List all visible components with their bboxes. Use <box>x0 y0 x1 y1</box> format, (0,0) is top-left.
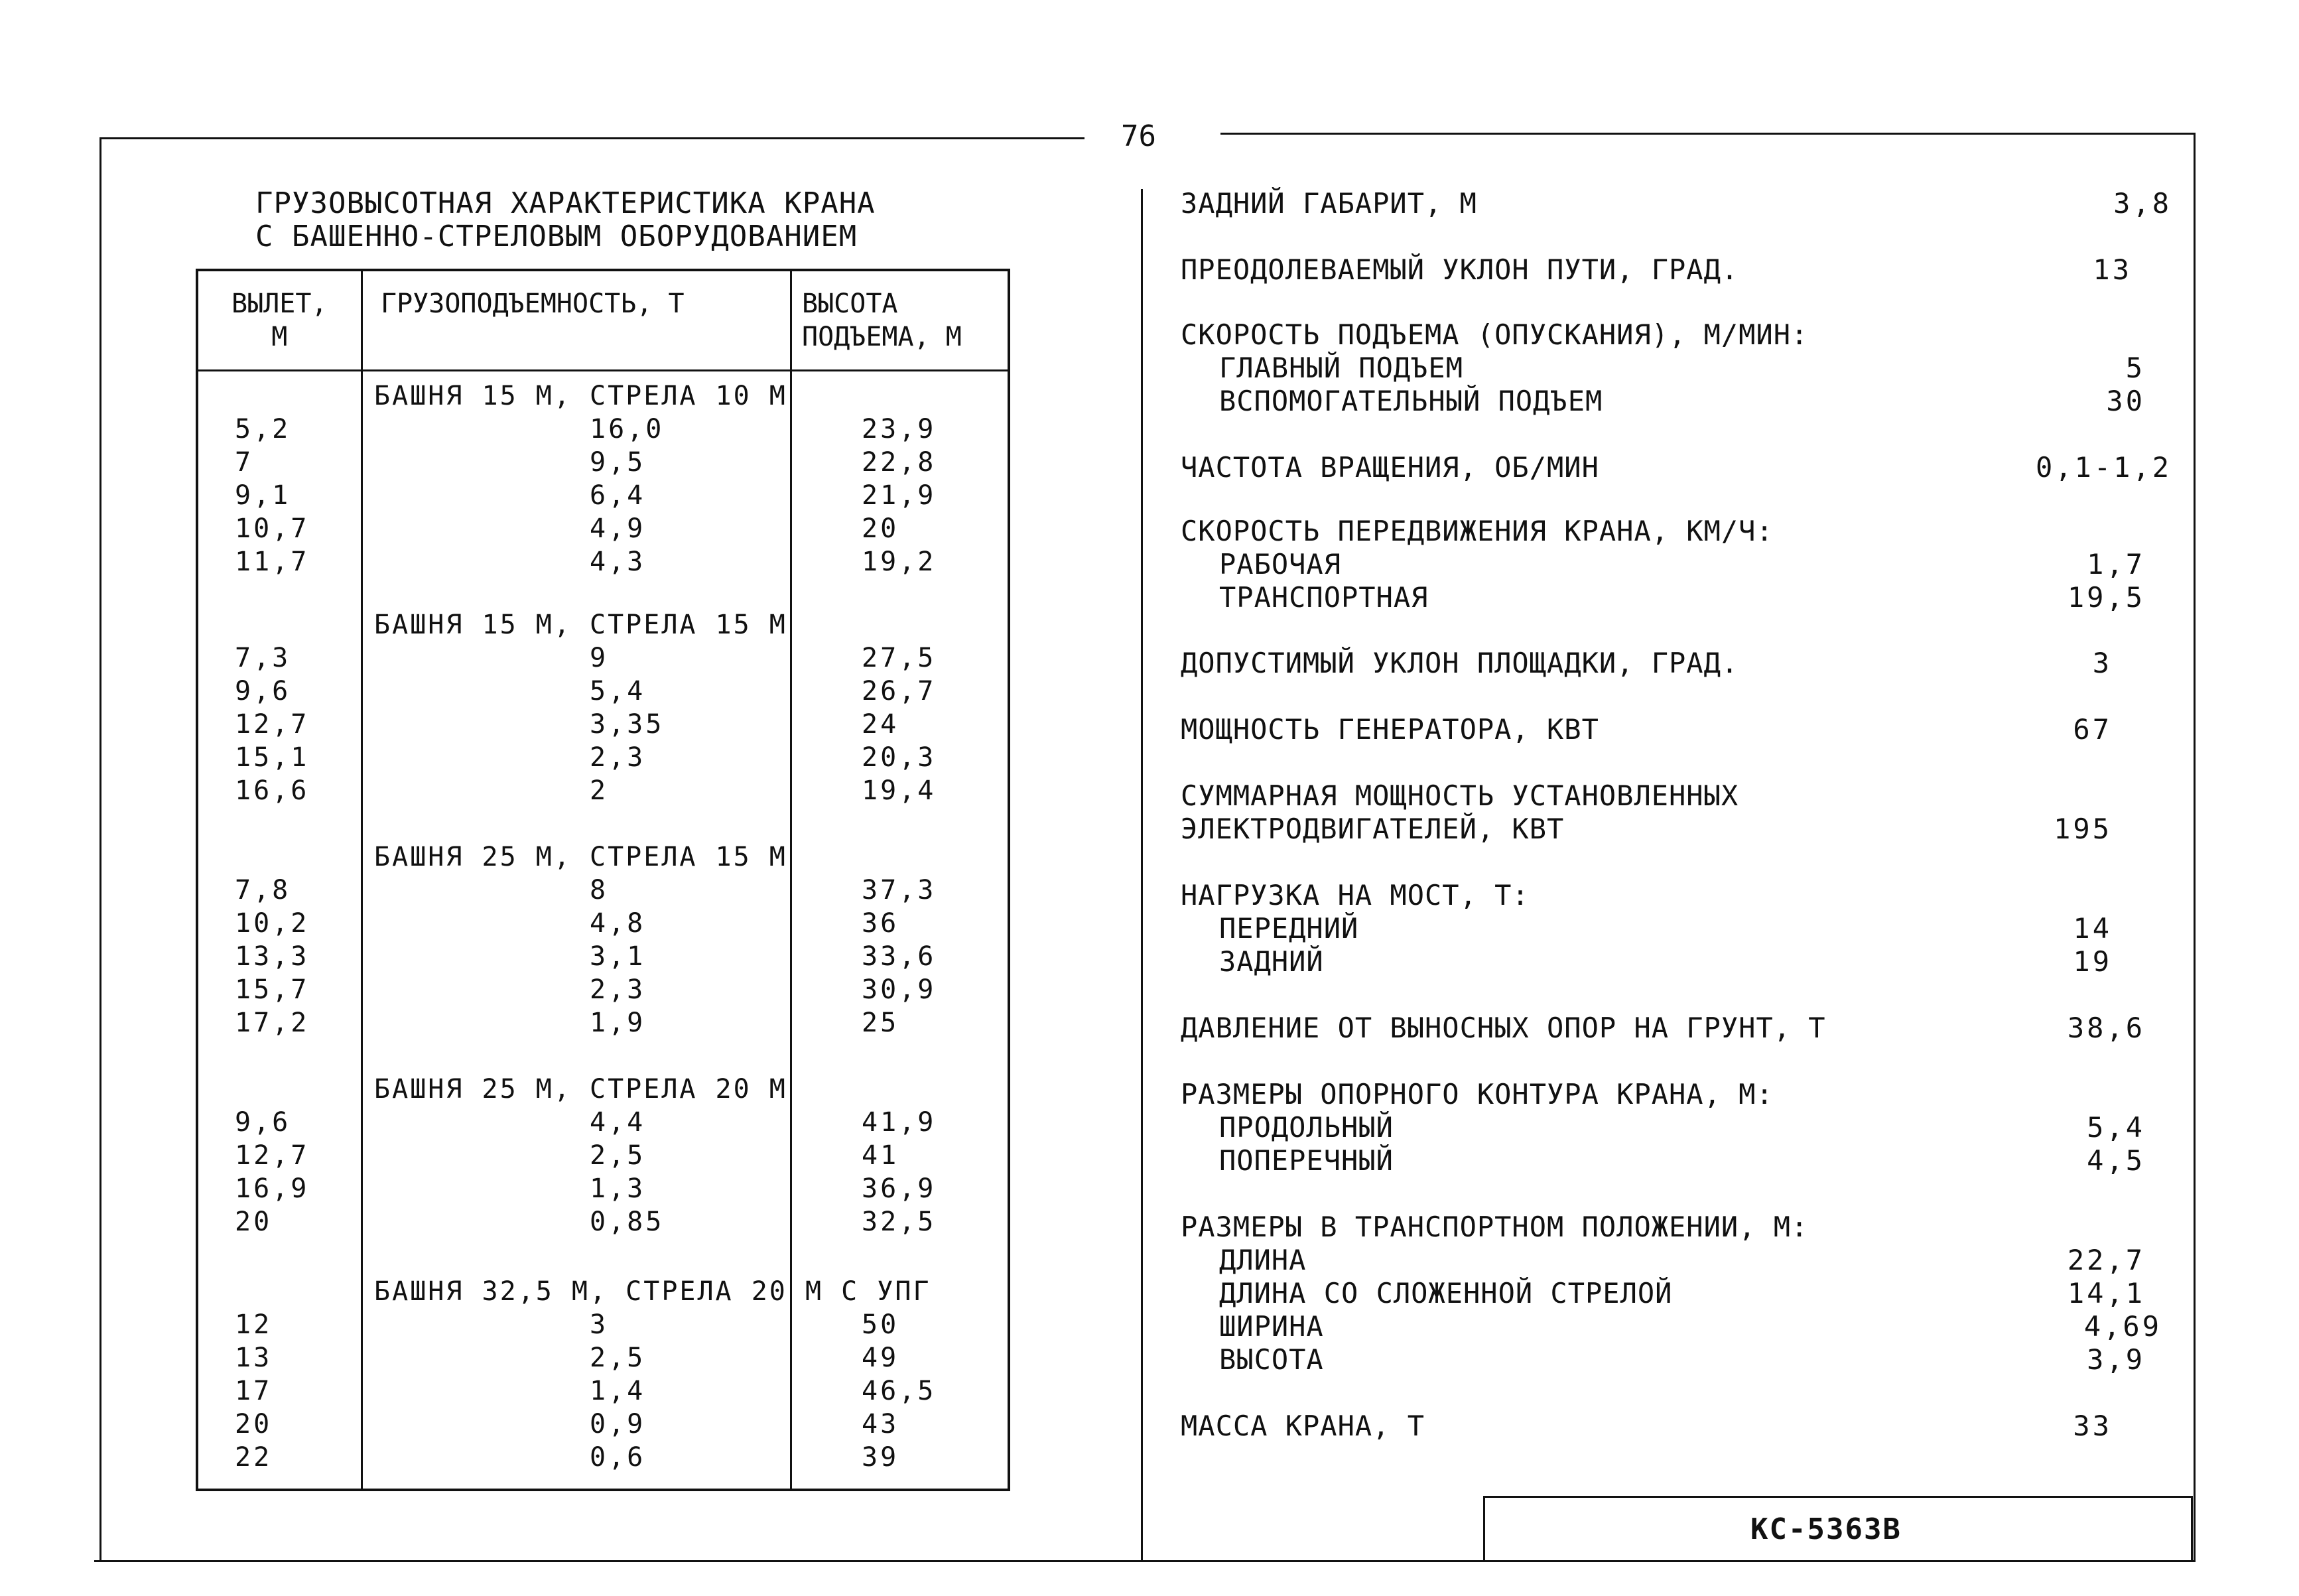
height-cell: 46,5 <box>862 1376 937 1406</box>
height-cell: 50 <box>862 1309 899 1340</box>
height-cell: 25 <box>862 1008 899 1038</box>
table-title-line1: ГРУЗОВЫСОТНАЯ ХАРАКТЕРИСТИКА КРАНА <box>255 186 876 220</box>
reach-cell: 22 <box>235 1442 273 1473</box>
capacity-cell: 16,0 <box>590 414 665 444</box>
generator-value: 67 <box>2073 713 2112 746</box>
group-title: БАШНЯ 15 М, СТРЕЛА 10 М <box>374 381 787 411</box>
height-cell: 26,7 <box>862 676 937 706</box>
height-cell: 49 <box>862 1343 899 1373</box>
group-title: БАШНЯ 15 М, СТРЕЛА 15 М <box>374 610 787 640</box>
travel-transport-value: 19,5 <box>2067 581 2145 614</box>
transport-height-value: 3,9 <box>2087 1343 2145 1376</box>
lift-aux-label: ВСПОМОГАТЕЛЬНЫЙ ПОДЪЕМ <box>1219 385 1603 417</box>
transport-width-value: 4,69 <box>2083 1310 2162 1343</box>
capacity-cell: 9,5 <box>590 447 646 478</box>
travel-speed-label: СКОРОСТЬ ПЕРЕДВИЖЕНИЯ КРАНА, КМ/Ч: <box>1181 515 1774 547</box>
motors-label-line2: ЭЛЕКТРОДВИГАТЕЛЕЙ, КВТ <box>1181 813 1565 845</box>
support-long-value: 5,4 <box>2087 1111 2145 1144</box>
frame-right <box>2194 133 2196 1562</box>
header-divider <box>198 369 1008 371</box>
frame-center-divider <box>1141 189 1143 1562</box>
travel-work-label: РАБОЧАЯ <box>1219 548 1342 580</box>
lift-main-value: 5 <box>2125 352 2145 384</box>
capacity-cell: 1,4 <box>590 1376 646 1406</box>
reach-cell: 16,6 <box>235 775 310 806</box>
reach-cell: 10,7 <box>235 513 310 544</box>
capacity-cell: 2 <box>590 775 609 806</box>
capacity-cell: 6,4 <box>590 480 646 511</box>
rotation-value: 0,1-1,2 <box>2035 451 2172 484</box>
motors-label-line1: СУММАРНАЯ МОЩНОСТЬ УСТАНОВЛЕННЫХ <box>1181 779 1739 812</box>
reach-cell: 16,9 <box>235 1173 310 1204</box>
capacity-cell: 8 <box>590 875 609 905</box>
axle-front-label: ПЕРЕДНИЙ <box>1219 912 1359 945</box>
height-cell: 43 <box>862 1409 899 1439</box>
transport-height-label: ВЫСОТА <box>1219 1343 1324 1376</box>
reach-cell: 13,3 <box>235 941 310 972</box>
transport-dims-label: РАЗМЕРЫ В ТРАНСПОРТНОМ ПОЛОЖЕНИИ, М: <box>1181 1211 1809 1243</box>
height-cell: 41 <box>862 1140 899 1171</box>
height-cell: 30,9 <box>862 974 937 1005</box>
site-slope-value: 3 <box>2092 647 2112 679</box>
title-block <box>1483 1496 2193 1561</box>
reach-cell: 9,1 <box>235 480 291 511</box>
reach-cell: 9,6 <box>235 676 291 706</box>
capacity-cell: 1,3 <box>590 1173 646 1204</box>
generator-label: МОЩНОСТЬ ГЕНЕРАТОРА, КВТ <box>1181 713 1599 746</box>
transport-length-value: 22,7 <box>2067 1244 2145 1276</box>
support-cross-label: ПОПЕРЕЧНЫЙ <box>1219 1144 1394 1177</box>
track-slope-label: ПРЕОДОЛЕВАЕМЫЙ УКЛОН ПУТИ, ГРАД. <box>1181 253 1739 286</box>
reach-cell: 13 <box>235 1343 273 1373</box>
capacity-cell: 5,4 <box>590 676 646 706</box>
reach-cell: 15,1 <box>235 742 310 773</box>
outrigger-label: ДАВЛЕНИЕ ОТ ВЫНОСНЫХ ОПОР НА ГРУНТ, Т <box>1181 1012 1826 1044</box>
frame-top-left <box>99 137 1084 139</box>
axle-front-value: 14 <box>2073 912 2112 945</box>
mass-label: МАССА КРАНА, Т <box>1181 1410 1425 1442</box>
support-long-label: ПРОДОЛЬНЫЙ <box>1219 1111 1394 1144</box>
height-cell: 36,9 <box>862 1173 937 1204</box>
reach-cell: 5,2 <box>235 414 291 444</box>
reach-cell: 17,2 <box>235 1008 310 1038</box>
travel-transport-label: ТРАНСПОРТНАЯ <box>1219 581 1429 614</box>
capacity-cell: 2,3 <box>590 974 646 1005</box>
capacity-cell: 0,85 <box>590 1207 665 1237</box>
support-contour-label: РАЗМЕРЫ ОПОРНОГО КОНТУРА КРАНА, М: <box>1181 1078 1774 1110</box>
transport-folded-label: ДЛИНА СО СЛОЖЕННОЙ СТРЕЛОЙ <box>1219 1277 1673 1309</box>
reach-cell: 7 <box>235 447 254 478</box>
support-cross-value: 4,5 <box>2087 1144 2145 1177</box>
capacity-cell: 3 <box>590 1309 609 1340</box>
height-cell: 21,9 <box>862 480 937 511</box>
lift-aux-value: 30 <box>2106 385 2145 417</box>
capacity-cell: 1,9 <box>590 1008 646 1038</box>
page-number: 76 <box>1121 119 1156 153</box>
reach-cell: 20 <box>235 1207 273 1237</box>
capacity-cell: 3,35 <box>590 709 665 740</box>
reach-cell: 7,8 <box>235 875 291 905</box>
frame-top-right <box>1220 133 2196 135</box>
column-divider-1 <box>361 271 363 1489</box>
reach-cell: 17 <box>235 1376 273 1406</box>
height-cell: 27,5 <box>862 643 937 673</box>
height-cell: 22,8 <box>862 447 937 478</box>
height-cell: 24 <box>862 709 899 740</box>
track-slope-value: 13 <box>2093 253 2132 286</box>
header-reach: ВЫЛЕТ, М <box>231 289 328 352</box>
reach-cell: 12,7 <box>235 1140 310 1171</box>
model-code: КС-5363В <box>1750 1512 1902 1546</box>
reach-cell: 15,7 <box>235 974 310 1005</box>
reach-cell: 12,7 <box>235 709 310 740</box>
capacity-cell: 0,9 <box>590 1409 646 1439</box>
reach-cell: 10,2 <box>235 908 310 939</box>
travel-work-value: 1,7 <box>2087 548 2145 580</box>
axle-rear-label: ЗАДНИЙ <box>1219 945 1324 978</box>
height-cell: 33,6 <box>862 941 937 972</box>
capacity-cell: 0,6 <box>590 1442 646 1473</box>
capacity-cell: 9 <box>590 643 609 673</box>
reach-cell: 7,3 <box>235 643 291 673</box>
rear-dim-value: 3,8 <box>2113 187 2172 220</box>
reach-cell: 12 <box>235 1309 273 1340</box>
height-cell: 20 <box>862 513 899 544</box>
group-title: БАШНЯ 32,5 М, СТРЕЛА 20 М С УПГ <box>374 1276 931 1307</box>
height-cell: 39 <box>862 1442 899 1473</box>
height-cell: 19,4 <box>862 775 937 806</box>
reach-cell: 20 <box>235 1409 273 1439</box>
motors-value: 195 <box>2054 813 2112 845</box>
height-cell: 41,9 <box>862 1107 937 1138</box>
rotation-label: ЧАСТОТА ВРАЩЕНИЯ, ОБ/МИН <box>1181 451 1599 484</box>
axle-load-label: НАГРУЗКА НА МОСТ, Т: <box>1181 879 1530 911</box>
capacity-cell: 4,4 <box>590 1107 646 1138</box>
reach-cell: 11,7 <box>235 547 310 577</box>
height-cell: 37,3 <box>862 875 937 905</box>
transport-width-label: ШИРИНА <box>1219 1310 1324 1343</box>
table-title-line2: С БАШЕННО-СТРЕЛОВЫМ ОБОРУДОВАНИЕМ <box>255 220 858 253</box>
capacity-cell: 2,5 <box>590 1140 646 1171</box>
transport-length-label: ДЛИНА <box>1219 1244 1307 1276</box>
capacity-cell: 4,8 <box>590 908 646 939</box>
table-title <box>255 187 876 253</box>
capacity-cell: 3,1 <box>590 941 646 972</box>
height-cell: 36 <box>862 908 899 939</box>
load-height-table <box>196 269 1010 1491</box>
group-title: БАШНЯ 25 М, СТРЕЛА 20 М <box>374 1074 787 1104</box>
reach-cell: 9,6 <box>235 1107 291 1138</box>
lift-main-label: ГЛАВНЫЙ ПОДЪЕМ <box>1219 352 1464 384</box>
mass-value: 33 <box>2073 1410 2112 1442</box>
axle-rear-value: 19 <box>2073 945 2112 978</box>
height-cell: 20,3 <box>862 742 937 773</box>
header-height: ВЫСОТА ПОДЪЕМА, М <box>802 289 962 352</box>
group-title: БАШНЯ 25 М, СТРЕЛА 15 М <box>374 842 787 872</box>
capacity-cell: 4,9 <box>590 513 646 544</box>
height-cell: 32,5 <box>862 1207 937 1237</box>
height-cell: 23,9 <box>862 414 937 444</box>
lift-speed-label: СКОРОСТЬ ПОДЪЕМА (ОПУСКАНИЯ), М/МИН: <box>1181 318 1809 351</box>
outrigger-value: 38,6 <box>2067 1012 2145 1044</box>
rear-dim-label: ЗАДНИЙ ГАБАРИТ, М <box>1181 187 1477 220</box>
capacity-cell: 2,5 <box>590 1343 646 1373</box>
transport-folded-value: 14,1 <box>2067 1277 2145 1309</box>
capacity-cell: 2,3 <box>590 742 646 773</box>
capacity-cell: 4,3 <box>590 547 646 577</box>
header-capacity: ГРУЗОПОДЪЕМНОСТЬ, Т <box>381 289 685 319</box>
height-cell: 19,2 <box>862 547 937 577</box>
frame-left <box>99 137 101 1562</box>
site-slope-label: ДОПУСТИМЫЙ УКЛОН ПЛОЩАДКИ, ГРАД. <box>1181 647 1739 679</box>
